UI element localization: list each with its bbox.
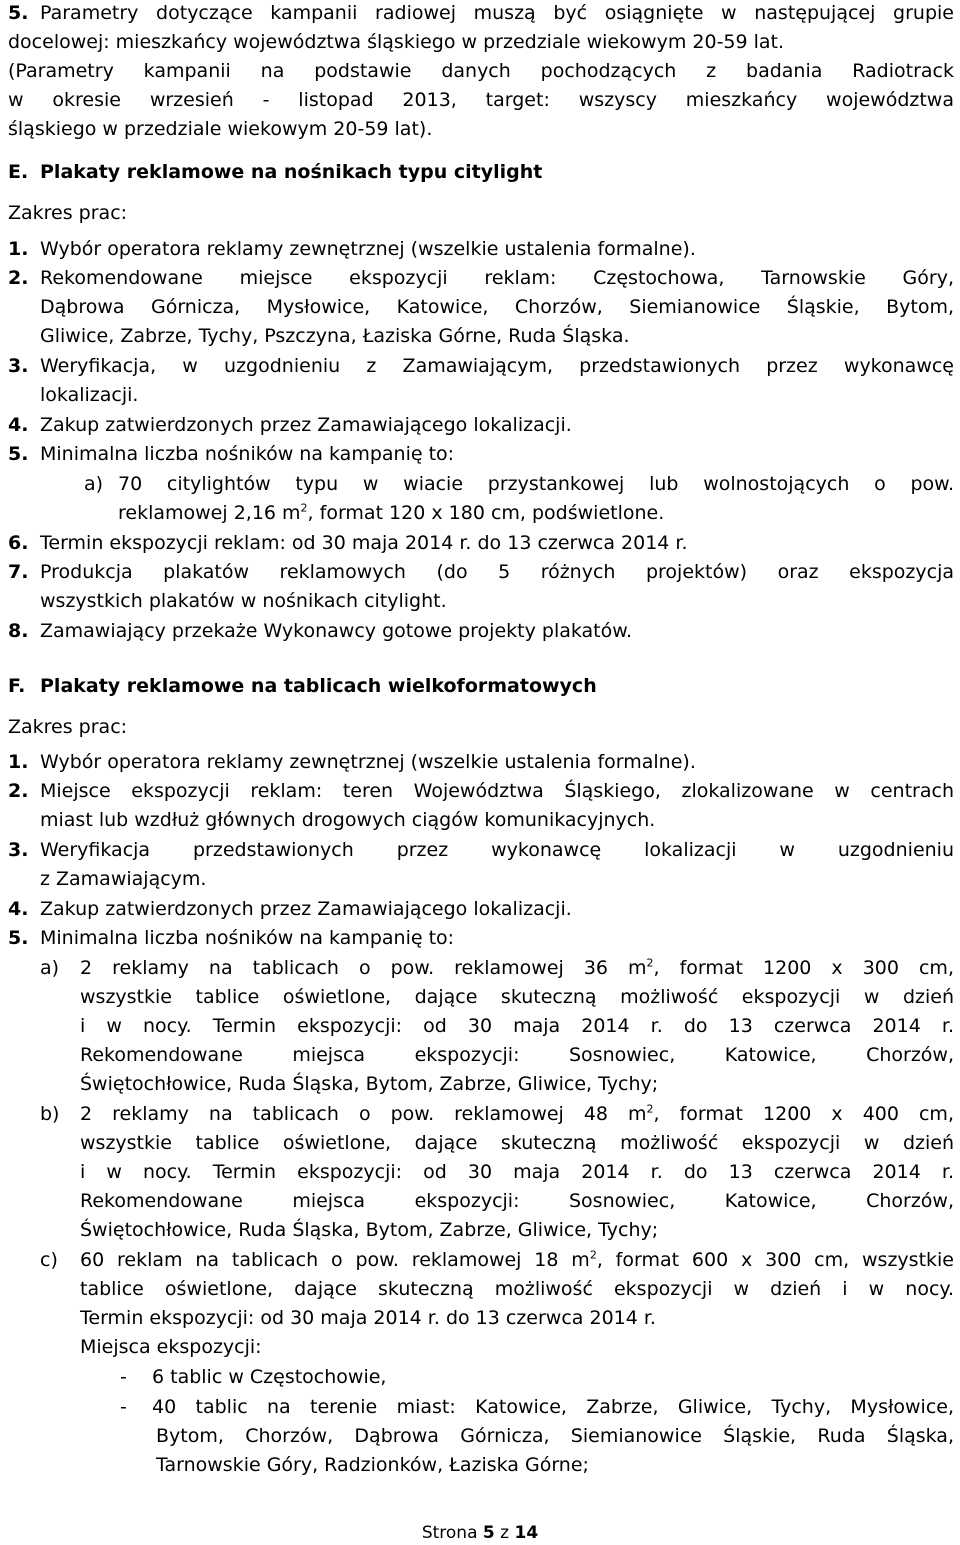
f-sub-c-dash-2: - xyxy=(120,1396,127,1418)
f-item-2-num: 2. xyxy=(8,780,29,802)
page-footer xyxy=(0,1522,960,1544)
e-item-7-line-2: wszystkich plakatów w nośnikach citylight. xyxy=(40,590,447,612)
f-item-4-line-1: Zakup zatwierdzonych przez Zamawiającego lokalizacji. xyxy=(40,898,572,920)
section-f-scope: Zakres prac: xyxy=(8,716,128,738)
f-sub-b-line-1: 2 reklamy na tablicach o pow. reklamowej 48 $m^2$, format 1200 x 400 cm, xyxy=(80,1102,954,1125)
e-item-8-num: 8. xyxy=(8,620,29,642)
f-item-5-line-1: Minimalna liczba nośników na kampanię to: xyxy=(40,927,455,949)
f-item-2-line-2: miast lub wzdłuż głównych drogowych ciągów komunikacyjnych. xyxy=(40,809,656,831)
e-item-2-line-3: Gliwice, Zabrze, Tychy, Pszczyna, Łaziska Górne, Ruda Śląska. xyxy=(40,325,630,347)
e-item-8-line-1: Zamawiający przekaże Wykonawcy gotowe projekty plakatów. xyxy=(40,620,633,642)
e-item-6-num: 6. xyxy=(8,532,29,554)
f-sub-c-label: c) xyxy=(40,1249,58,1271)
e-item-1-num: 1. xyxy=(8,238,29,260)
e-item-4-line-1: Zakup zatwierdzonych przez Zamawiającego lokalizacji. xyxy=(40,414,572,436)
f-item-5-num: 5. xyxy=(8,927,29,949)
section-e-title: Plakaty reklamowe na nośnikach typu citylight xyxy=(40,161,543,183)
footer-prefix: Strona xyxy=(421,1523,478,1543)
e-item-3-line-1: Weryfikacja, w uzgodnieniu z Zamawiającym, przedstawionych przez wykonawcę xyxy=(40,355,954,377)
footer-separator: z xyxy=(500,1523,510,1543)
intro-line-4: w okresie wrzesień - listopad 2013, target: wszyscy mieszkańcy województwa xyxy=(8,89,954,111)
section-e-scope: Zakres prac: xyxy=(8,202,128,224)
f-sub-c-bullet-2-line-2: Bytom, Chorzów, Dąbrowa Górnicza, Siemianowice Śląskie, Ruda Śląska, xyxy=(156,1425,954,1447)
f-sub-a-line-4: Rekomendowane miejsca ekspozycji: Sosnowiec, Katowice, Chorzów, xyxy=(80,1044,954,1066)
f-item-3-line-2: z Zamawiającym. xyxy=(40,868,207,890)
section-e-letter: E. xyxy=(8,161,29,183)
e-item-7-line-1: Produkcja plakatów reklamowych (do 5 różnych projektów) oraz ekspozycja xyxy=(40,561,954,583)
intro-line-2: docelowej: mieszkańcy województwa śląskiego w przedziale wiekowym 20-59 lat. xyxy=(8,31,785,53)
f-item-3-num: 3. xyxy=(8,839,29,861)
f-sub-c-line-1: 60 reklam na tablicach o pow. reklamowej 18 $m^2$, format 600 x 300 cm, wszystkie xyxy=(80,1248,954,1271)
e-item-7-num: 7. xyxy=(8,561,29,583)
e-item-3-num: 3. xyxy=(8,355,29,377)
f-sub-b-line-5: Świętochłowice, Ruda Śląska, Bytom, Zabrze, Gliwice, Tychy; xyxy=(80,1219,659,1241)
e-sub-a-label: a) xyxy=(84,473,104,495)
e-sub-a-line-1: 70 citylightów typu w wiacie przystankowej lub wolnostojących o pow. xyxy=(118,473,954,495)
f-item-1-line-1: Wybór operatora reklamy zewnętrznej (wszelkie ustalenia formalne). xyxy=(40,751,696,773)
f-item-2-line-1: Miejsce ekspozycji reklam: teren Województwa Śląskiego, zlokalizowane w centrach xyxy=(40,780,954,802)
e-item-1-line-1: Wybór operatora reklamy zewnętrznej (wszelkie ustalenia formalne). xyxy=(40,238,696,260)
intro-line-5: śląskiego w przedziale wiekowym 20-59 lat). xyxy=(8,118,433,140)
e-item-6-line-1: Termin ekspozycji reklam: od 30 maja 2014 r. do 13 czerwca 2014 r. xyxy=(40,532,688,554)
f-sub-b-line-4: Rekomendowane miejsca ekspozycji: Sosnowiec, Katowice, Chorzów, xyxy=(80,1190,954,1212)
e-item-4-num: 4. xyxy=(8,414,29,436)
f-sub-c-bullet-2-line-3: Tarnowskie Góry, Radzionków, Łaziska Górne; xyxy=(156,1454,589,1476)
e-sub-a-line-2: reklamowej 2,16 $m^2$, format 120 x 180 cm, podświetlone. xyxy=(118,501,665,524)
section-f-letter: F. xyxy=(8,675,26,697)
e-item-3-line-2: lokalizacji. xyxy=(40,384,139,406)
f-sub-a-label: a) xyxy=(40,957,60,979)
e-item-2-line-2: Dąbrowa Górnicza, Mysłowice, Katowice, Chorzów, Siemianowice Śląskie, Bytom, xyxy=(40,296,954,318)
section-f-title: Plakaty reklamowe na tablicach wielkoformatowych xyxy=(40,675,597,697)
f-sub-c-line-3: Termin ekspozycji: od 30 maja 2014 r. do 13 czerwca 2014 r. xyxy=(80,1307,656,1329)
f-sub-a-line-5: Świętochłowice, Ruda Śląska, Bytom, Zabrze, Gliwice, Tychy; xyxy=(80,1073,659,1095)
f-sub-c-dash-1: - xyxy=(120,1366,127,1388)
f-sub-c-bullet-2-line-1: 40 tablic na terenie miast: Katowice, Zabrze, Gliwice, Tychy, Mysłowice, xyxy=(152,1396,954,1418)
f-sub-a-line-2: wszystkie tablice oświetlone, dające skuteczną możliwość ekspozycji w dzień xyxy=(80,986,954,1008)
e-item-5-line-1: Minimalna liczba nośników na kampanię to: xyxy=(40,443,455,465)
intro-line-3: (Parametry kampanii na podstawie danych pochodzących z badania Radiotrack xyxy=(8,60,954,82)
e-item-2-line-1: Rekomendowane miejsce ekspozycji reklam: Częstochowa, Tarnowskie Góry, xyxy=(40,267,954,289)
f-sub-b-line-2: wszystkie tablice oświetlone, dające skuteczną możliwość ekspozycji w dzień xyxy=(80,1132,954,1154)
footer-page-number: 5 xyxy=(482,1523,495,1543)
e-item-2-num: 2. xyxy=(8,267,29,289)
f-item-3-line-1: Weryfikacja przedstawionych przez wykonawcę lokalizacji w uzgodnieniu xyxy=(40,839,954,861)
f-sub-c-line-4: Miejsca ekspozycji: xyxy=(80,1336,262,1358)
f-sub-b-line-3: i w nocy. Termin ekspozycji: od 30 maja 2014 r. do 13 czerwca 2014 r. xyxy=(80,1161,954,1183)
f-sub-a-line-1: 2 reklamy na tablicach o pow. reklamowej 36 $m^2$, format 1200 x 300 cm, xyxy=(80,956,954,979)
footer-page-total: 14 xyxy=(514,1523,539,1543)
f-sub-a-line-3: i w nocy. Termin ekspozycji: od 30 maja 2014 r. do 13 czerwca 2014 r. xyxy=(80,1015,954,1037)
f-sub-b-label: b) xyxy=(40,1103,60,1125)
f-sub-c-line-2: tablice oświetlone, dające skuteczną możliwość ekspozycji w dzień i w nocy. xyxy=(80,1278,954,1300)
f-sub-c-bullet-1: 6 tablic w Częstochowie, xyxy=(152,1366,387,1388)
f-item-4-num: 4. xyxy=(8,898,29,920)
intro-line-1: Parametry dotyczące kampanii radiowej muszą być osiągnięte w następującej grupie xyxy=(40,2,954,24)
f-item-1-num: 1. xyxy=(8,751,29,773)
intro-number: 5. xyxy=(8,2,29,24)
e-item-5-num: 5. xyxy=(8,443,29,465)
